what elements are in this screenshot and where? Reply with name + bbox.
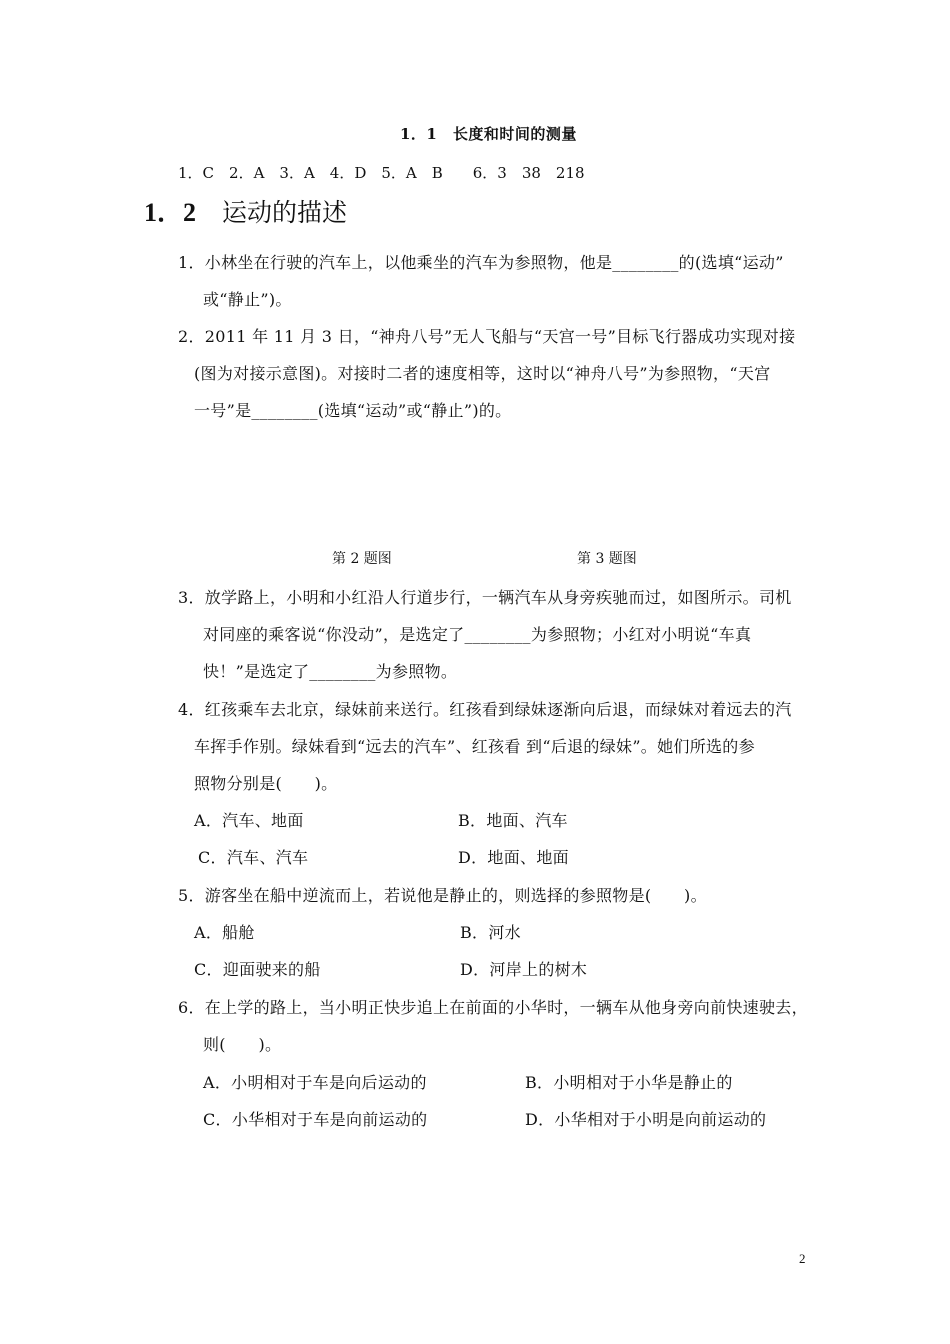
heading-text: 运动的描述 (222, 198, 348, 227)
question-6-option-b: B．小明相对于小华是静止的 (525, 1073, 733, 1092)
question-5-option-d: D．河岸上的树木 (460, 960, 588, 979)
question-4-line-3: 照物分别是( )。 (194, 774, 338, 793)
question-1-line-2: 或“静止”)。 (203, 290, 292, 309)
question-4-option-c: C．汽车、汽车 (198, 848, 309, 867)
page-number: 2 (799, 1251, 806, 1266)
question-6-line-1: 6．在上学的路上，当小明正快步追上在前面的小华时，一辆车从他身旁向前快速驶去， (178, 998, 808, 1017)
question-1-line-1: 1．小林坐在行驶的汽车上，以他乘坐的汽车为参照物，他是________的(选填“运动” (178, 253, 784, 272)
question-6-line-2: 则( )。 (203, 1035, 282, 1054)
section-heading (144, 192, 347, 229)
question-5-option-b: B．河水 (460, 923, 521, 942)
question-2-line-1: 2．2011 年 11 月 3 日，“神舟八号”无人飞船与“天宫一号”目标飞行器成功实现对接 (178, 327, 796, 346)
question-3-line-1: 3．放学路上，小明和小红沿人行道步行，一辆汽车从身旁疾驰而过，如图所示。司机 (178, 588, 792, 607)
question-5-line-1: 5．游客坐在船中逆流而上，若说他是静止的，则选择的参照物是( )。 (178, 886, 707, 905)
question-6-option-a: A．小明相对于车是向后运动的 (203, 1073, 427, 1092)
question-3-line-2: 对同座的乘客说“你没动”，是选定了________为参照物；小红对小明说“车真 (203, 625, 752, 644)
question-4-option-a: A．汽车、地面 (194, 811, 304, 830)
question-5-option-a: A．船舱 (194, 923, 255, 942)
figure-3-caption: 第 3 题图 (577, 551, 637, 567)
question-5-option-c: C．迎面驶来的船 (194, 960, 321, 979)
question-4-option-d: D．地面、地面 (458, 848, 569, 867)
question-4-line-2: 车挥手作别。绿妹看到“远去的汽车”、红孩看 到“后退的绿妹”。她们所选的参 (194, 737, 755, 756)
question-6-option-d: D．小华相对于小明是向前运动的 (525, 1110, 767, 1129)
section-title: 1．1 长度和时间的测量 (400, 125, 577, 143)
figure-2-caption: 第 2 题图 (332, 551, 392, 567)
question-3-line-3: 快！”是选定了________为参照物。 (203, 662, 458, 681)
heading-number: 1．2 (144, 198, 197, 227)
question-6-option-c: C．小华相对于车是向前运动的 (203, 1110, 428, 1129)
answer-key: 1．C 2．A 3．A 4．D 5．A B 6．3 38 218 (178, 164, 585, 182)
question-4-option-b: B．地面、汽车 (458, 811, 568, 830)
question-2-line-2: (图为对接示意图)。对接时二者的速度相等，这时以“神舟八号”为参照物，“天宫 (194, 364, 771, 383)
question-2-line-3: 一号”是________(选填“运动”或“静止”)的。 (194, 401, 512, 420)
question-4-line-1: 4．红孩乘车去北京，绿妹前来送行。红孩看到绿妹逐渐向后退，而绿妹对着远去的汽 (178, 700, 792, 719)
